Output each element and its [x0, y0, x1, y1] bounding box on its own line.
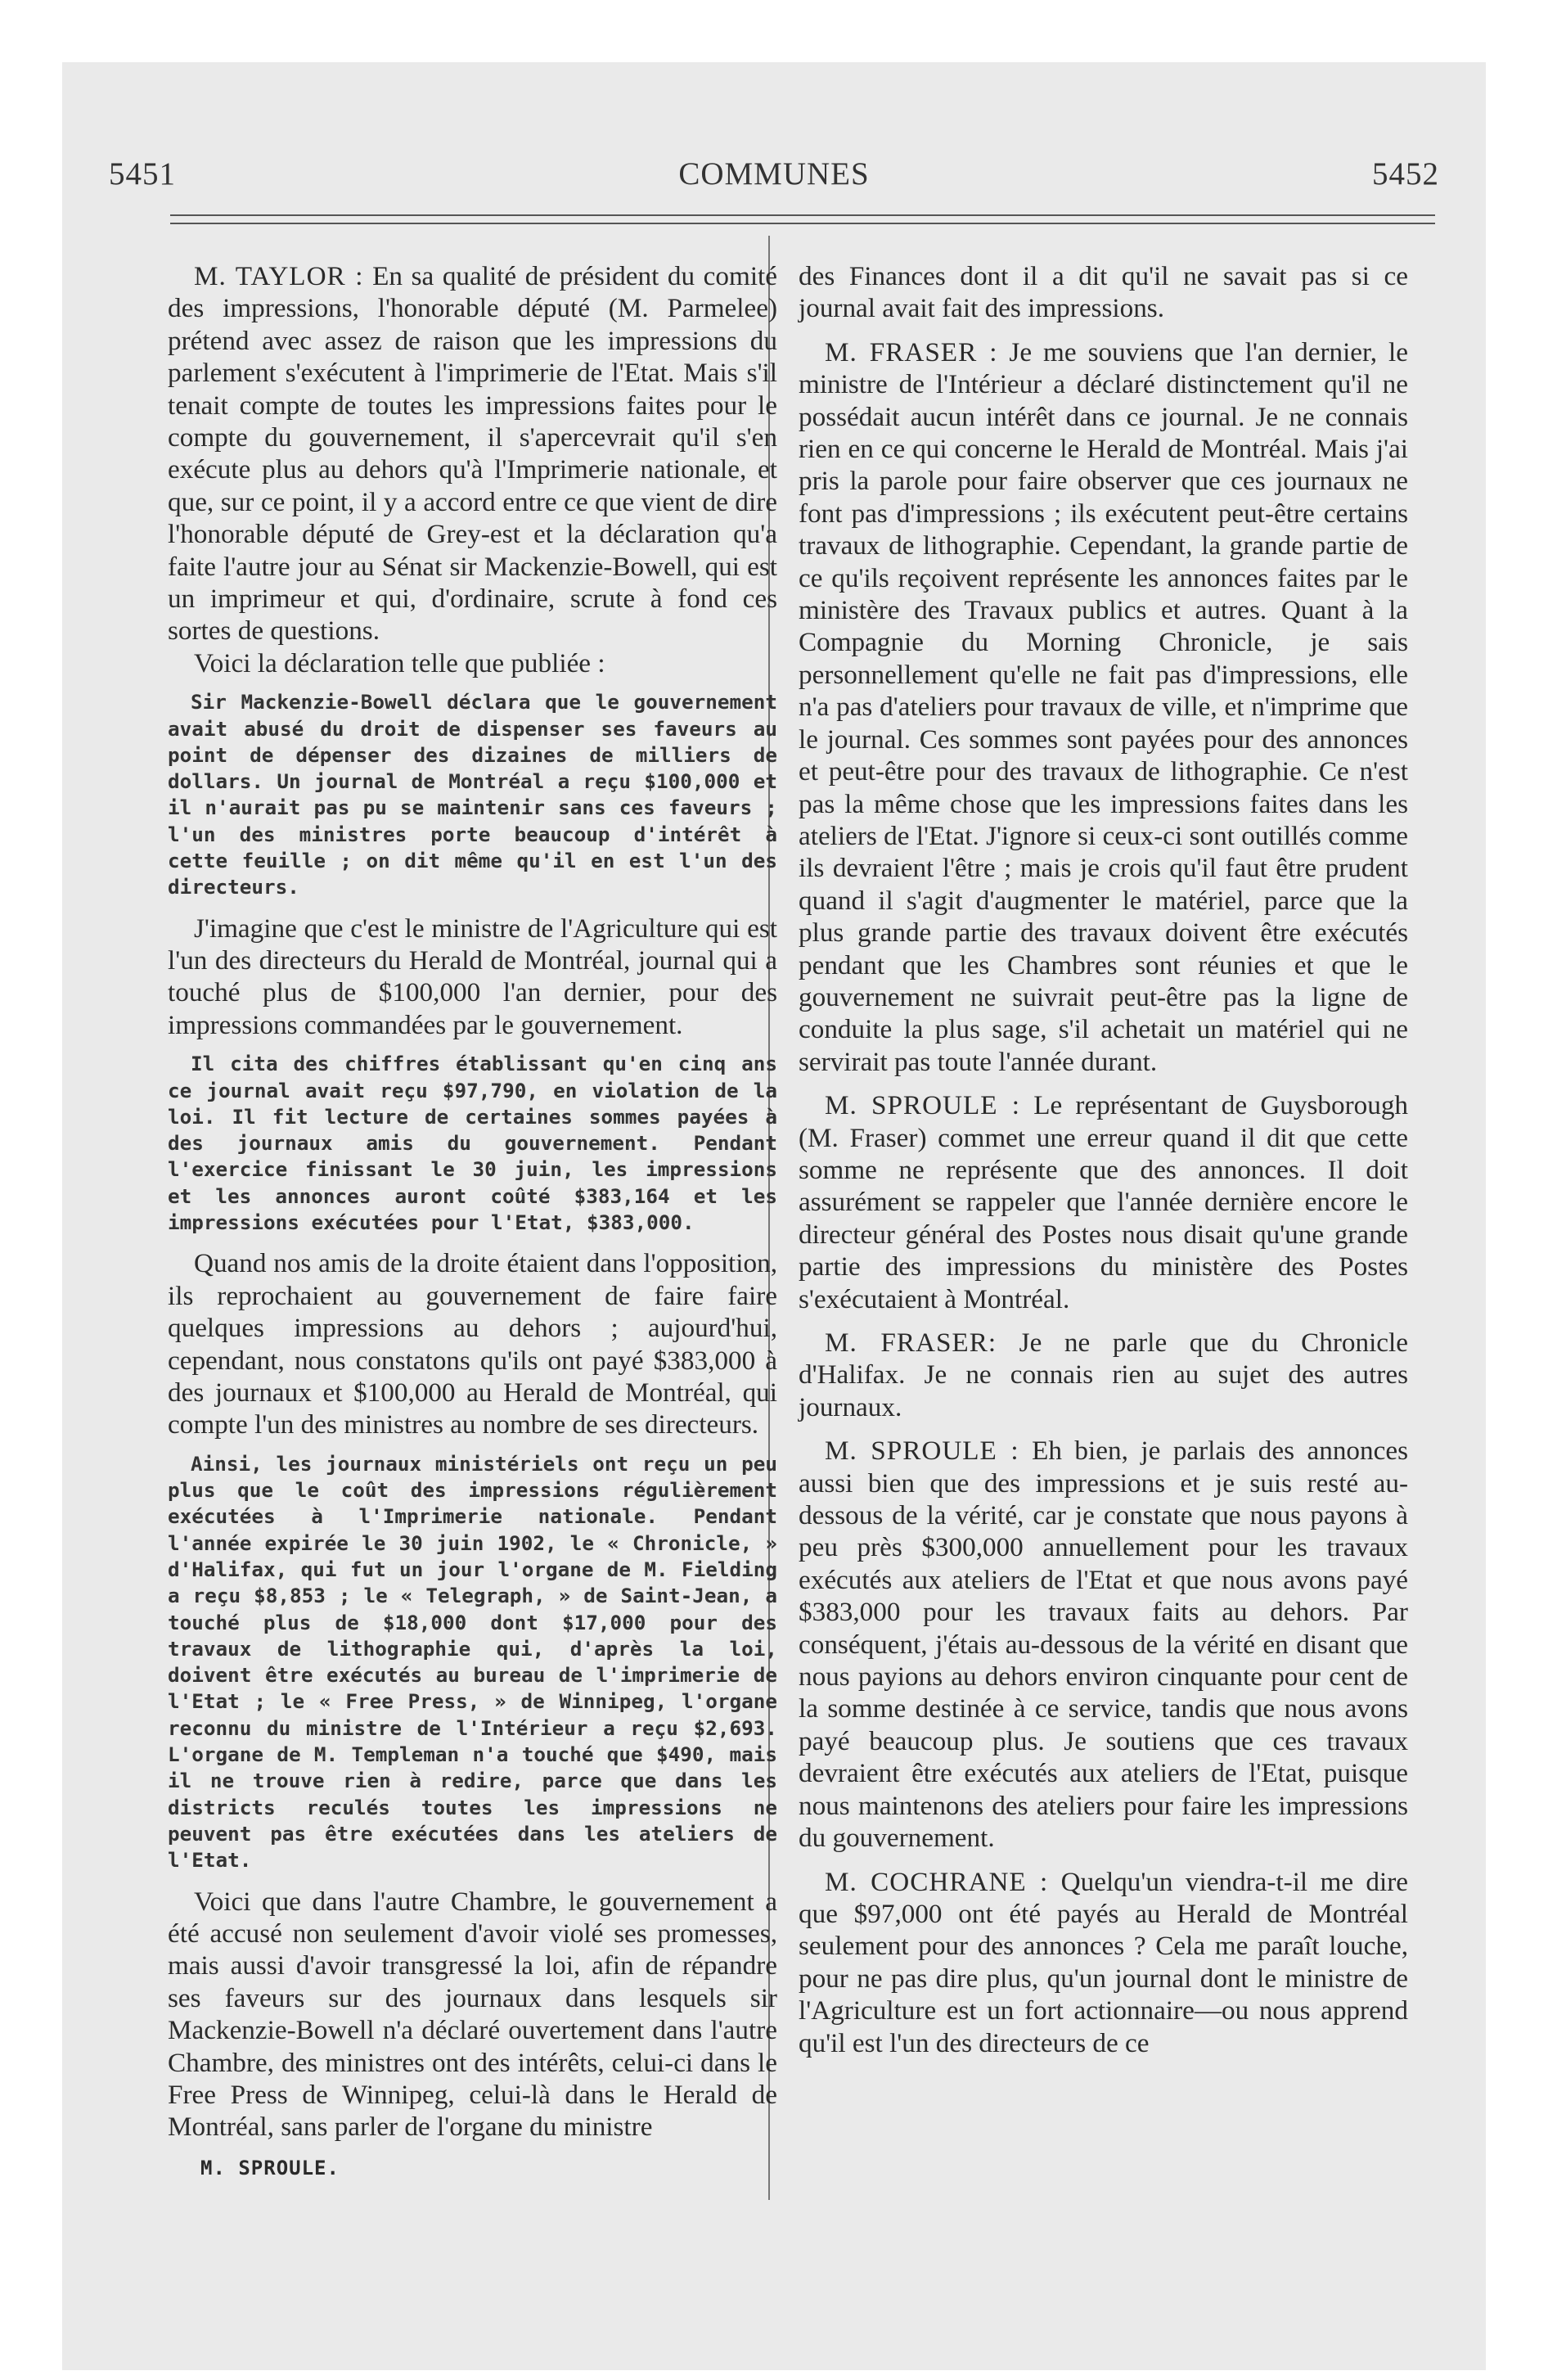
header-rule-bottom: [170, 223, 1435, 224]
paragraph: des Finances dont il a dit qu'il ne savait pas si ce journal avait fait des impressions.: [799, 261, 1408, 324]
paragraph: [799, 1327, 1408, 1423]
page-number-right: 5452: [1372, 156, 1439, 192]
page-number-left: 5451: [109, 156, 176, 192]
paragraph: Voici la déclaration telle que publiée :: [194, 647, 605, 678]
paragraph-text: Je me souviens que l'an dernier, le ministre de l'Intérieur a déclaré distinctement qu'il ne possédait aucun intérêt dans ce journal. Je ne connais rien en ce qui concerne le Herald de Montréal. Mais j'ai pris la parole pour faire observer que ces journaux ne font pas d'impressions ; ils exécutent peut-être certains travaux de lithographie. Cependant, la grande partie de ce qu'ils reçoivent représente les annonces faites par le ministère des Travaux publics et autres. Quant à la Compagnie du Morning Chronicle, je sais personnellement qu'elle ne fait pas d'impressions, elle n'a pas d'ateliers pour travaux de ville, et n'imprime que le journal. Ces sommes sont payées pour des annonces et peut-être pour des travaux de lithographie. Ce n'est pas la même chose que les impressions faites dans les ateliers de l'Etat. J'ignore si ceux-ci sont outillés comme ils devraient l'être ; mais je crois qu'il faut être prudent quand il s'agit d'augmenter le matériel, parce que la plus grande partie des travaux doivent être exécutés pendant que les Chambres sont réunies et que le gouvernement ne suivrait peut-être pas la ligne de conduite la plus sage, s'il achetait un matériel qui ne servirait pas toute l'année durant.: [799, 336, 1408, 1077]
speaker-name: M. SPROULE :: [825, 1090, 1020, 1121]
speaker-signoff: M. SPROULE.: [200, 2156, 340, 2179]
page-header: [109, 156, 1439, 192]
page-title: COMMUNES: [678, 156, 870, 192]
speaker-name: M. FRASER:: [825, 1327, 997, 1358]
paragraph: [799, 1435, 1408, 1854]
quotation: Ainsi, les journaux ministériels ont reçu un peu plus que le coût des impressions régulièrement exécutées à l'Imprimerie nationale. Pendant l'année expirée le 30 juin 1902, le « Chronicle, » d'Halifax, qui fut un jour l'organe de M. Fielding a reçu $8,853 ; le « Telegraph, » de Saint-Jean, a touché plus de $18,000 dont $17,000 pour des travaux de lithographie qui, d'après la loi, doivent être exécutés au bureau de l'imprimerie de l'Etat ; le « Free Press, » de Winnipeg, l'organe reconnu du ministre de l'Intérieur a reçu $2,693. L'organe de M. Templeman n'a touché que $490, mais il ne trouve rien à redire, parce que dans les districts reculés toutes les impressions ne peuvent pas être exécutées dans les ateliers de l'Etat.: [168, 1451, 777, 1873]
speaker-name: M. TAYLOR :: [194, 261, 364, 291]
quotation: Sir Mackenzie-Bowell déclara que le gouvernement avait abusé du droit de dispenser ses faveurs au point de dépenser des dizaines de milliers de dollars. Un journal de Montréal a reçu $100,000 et il n'aurait pas pu se maintenir sans ces faveurs ; l'un des ministres porte beaucoup d'intérêt à cette feuille ; on dit même qu'il en est l'un des directeurs.: [168, 690, 777, 899]
paragraph: [799, 1089, 1408, 1315]
speaker-name: M. SPROULE :: [825, 1436, 1019, 1467]
quotation: Il cita des chiffres établissant qu'en cinq ans ce journal avait reçu $97,790, en violation de la loi. Il fit lecture de certaines sommes payées à des journaux amis du gouvernement. Pendant l'exercice finissant le 30 juin, les impressions et les annonces auront coûté $383,164 et les impressions exécutées pour l'Etat, $383,000.: [168, 1052, 777, 1235]
paragraph: [799, 336, 1408, 1078]
paragraph: Voici que dans l'autre Chambre, le gouvernement a été accusé non seulement d'avoir violé ses promesses, mais aussi d'avoir transgressé la loi, afin de répandre ses faveurs sur des journaux dans lesquels sir Mackenzie-Bowell n'a déclaré ouvertement dans l'autre Chambre, des ministres ont des intérêts, celui-ci dans le Free Press de Winnipeg, celui-là dans le Herald de Montréal, sans parler de l'organe du ministre: [168, 1886, 777, 2143]
left-column: [168, 260, 777, 2179]
speaker-name: M. COCHRANE :: [825, 1866, 1049, 1897]
paragraph: [799, 1866, 1408, 2059]
speaker-name: M. FRASER :: [825, 336, 998, 367]
paragraph-text: Je ne parle que du Chronicle d'Halifax. Je ne connais rien au sujet des autres journaux.: [799, 1327, 1408, 1422]
paragraph: J'imagine que c'est le ministre de l'Agriculture qui est l'un des directeurs du Herald de Montréal, journal qui a touché plus de $100,000 l'an dernier, pour des impressions commandées par le gouvernement.: [168, 913, 777, 1040]
paragraph-text: En sa qualité de président du comité des impressions, l'honorable député (M. Parmelee) prétend avec assez de raison que les impressions du parlement s'exécutent à l'imprimerie de l'Etat. Mais s'il tenait compte de toutes les impressions faites pour le compte du gouvernement, il s'apercevrait qu'il s'en exécute plus au dehors qu'à l'Imprimerie nationale, et que, sur ce point, il y a accord entre ce que vient de dire l'honorable député de Grey-est et la déclaration qu'a faite l'autre jour au Sénat sir Mackenzie-Bowell, qui est un imprimeur et qui, d'ordinaire, scrute à fond ces sortes de questions.: [168, 261, 777, 647]
paragraph-text: Eh bien, je parlais des annonces aussi bien que des impressions et je suis resté au-dessous de la vérité, car je constate que nous payons à peu près $300,000 annuellement pour les travaux exécutés aux ateliers de l'Etat et que nous avons payé $383,000 pour les travaux faits au dehors. Par conséquent, j'étais au-dessous de la vérité en disant que nous payions au dehors environ cinquante pour cent de la somme destinée à ce service, tandis que nous avons payé beaucoup plus. Je soutiens que ces travaux devraient être exécutés aux ateliers de l'Etat, puisque nous maintenons des ateliers pour faire les impressions du gouvernement.: [799, 1436, 1408, 1854]
paragraph-text: Quelqu'un viendra-t-il me dire que $97,000 ont été payés au Herald de Montréal seulement pour des annonces ? Cela me paraît louche, pour ne pas dire plus, qu'un journal dont le ministre de l'Agriculture est un fort actionnaire—ou nous apprend qu'il est l'un des directeurs de ce: [799, 1866, 1409, 2058]
paragraph: Quand nos amis de la droite étaient dans l'opposition, ils reprochaient au gouvernement de faire faire quelques impressions au dehors ; aujourd'hui, cependant, nous constatons qu'ils ont payé $383,000 à des journaux et $100,000 au Herald de Montréal, qui compte l'un des ministres au nombre de ses directeurs.: [168, 1248, 777, 1440]
paragraph-text: Le représentant de Guysborough (M. Fraser) commet une erreur quand il dit que cette somme ne représente que des annonces. Il doit assurément se rappeler que l'année dernière encore le directeur général des Postes nous disait qu'une grande partie des impressions du ministère des Postes s'exécutaient à Montréal.: [799, 1090, 1409, 1314]
header-rule-top: [170, 214, 1435, 216]
paragraph: [168, 260, 777, 647]
right-column: [799, 260, 1408, 2059]
